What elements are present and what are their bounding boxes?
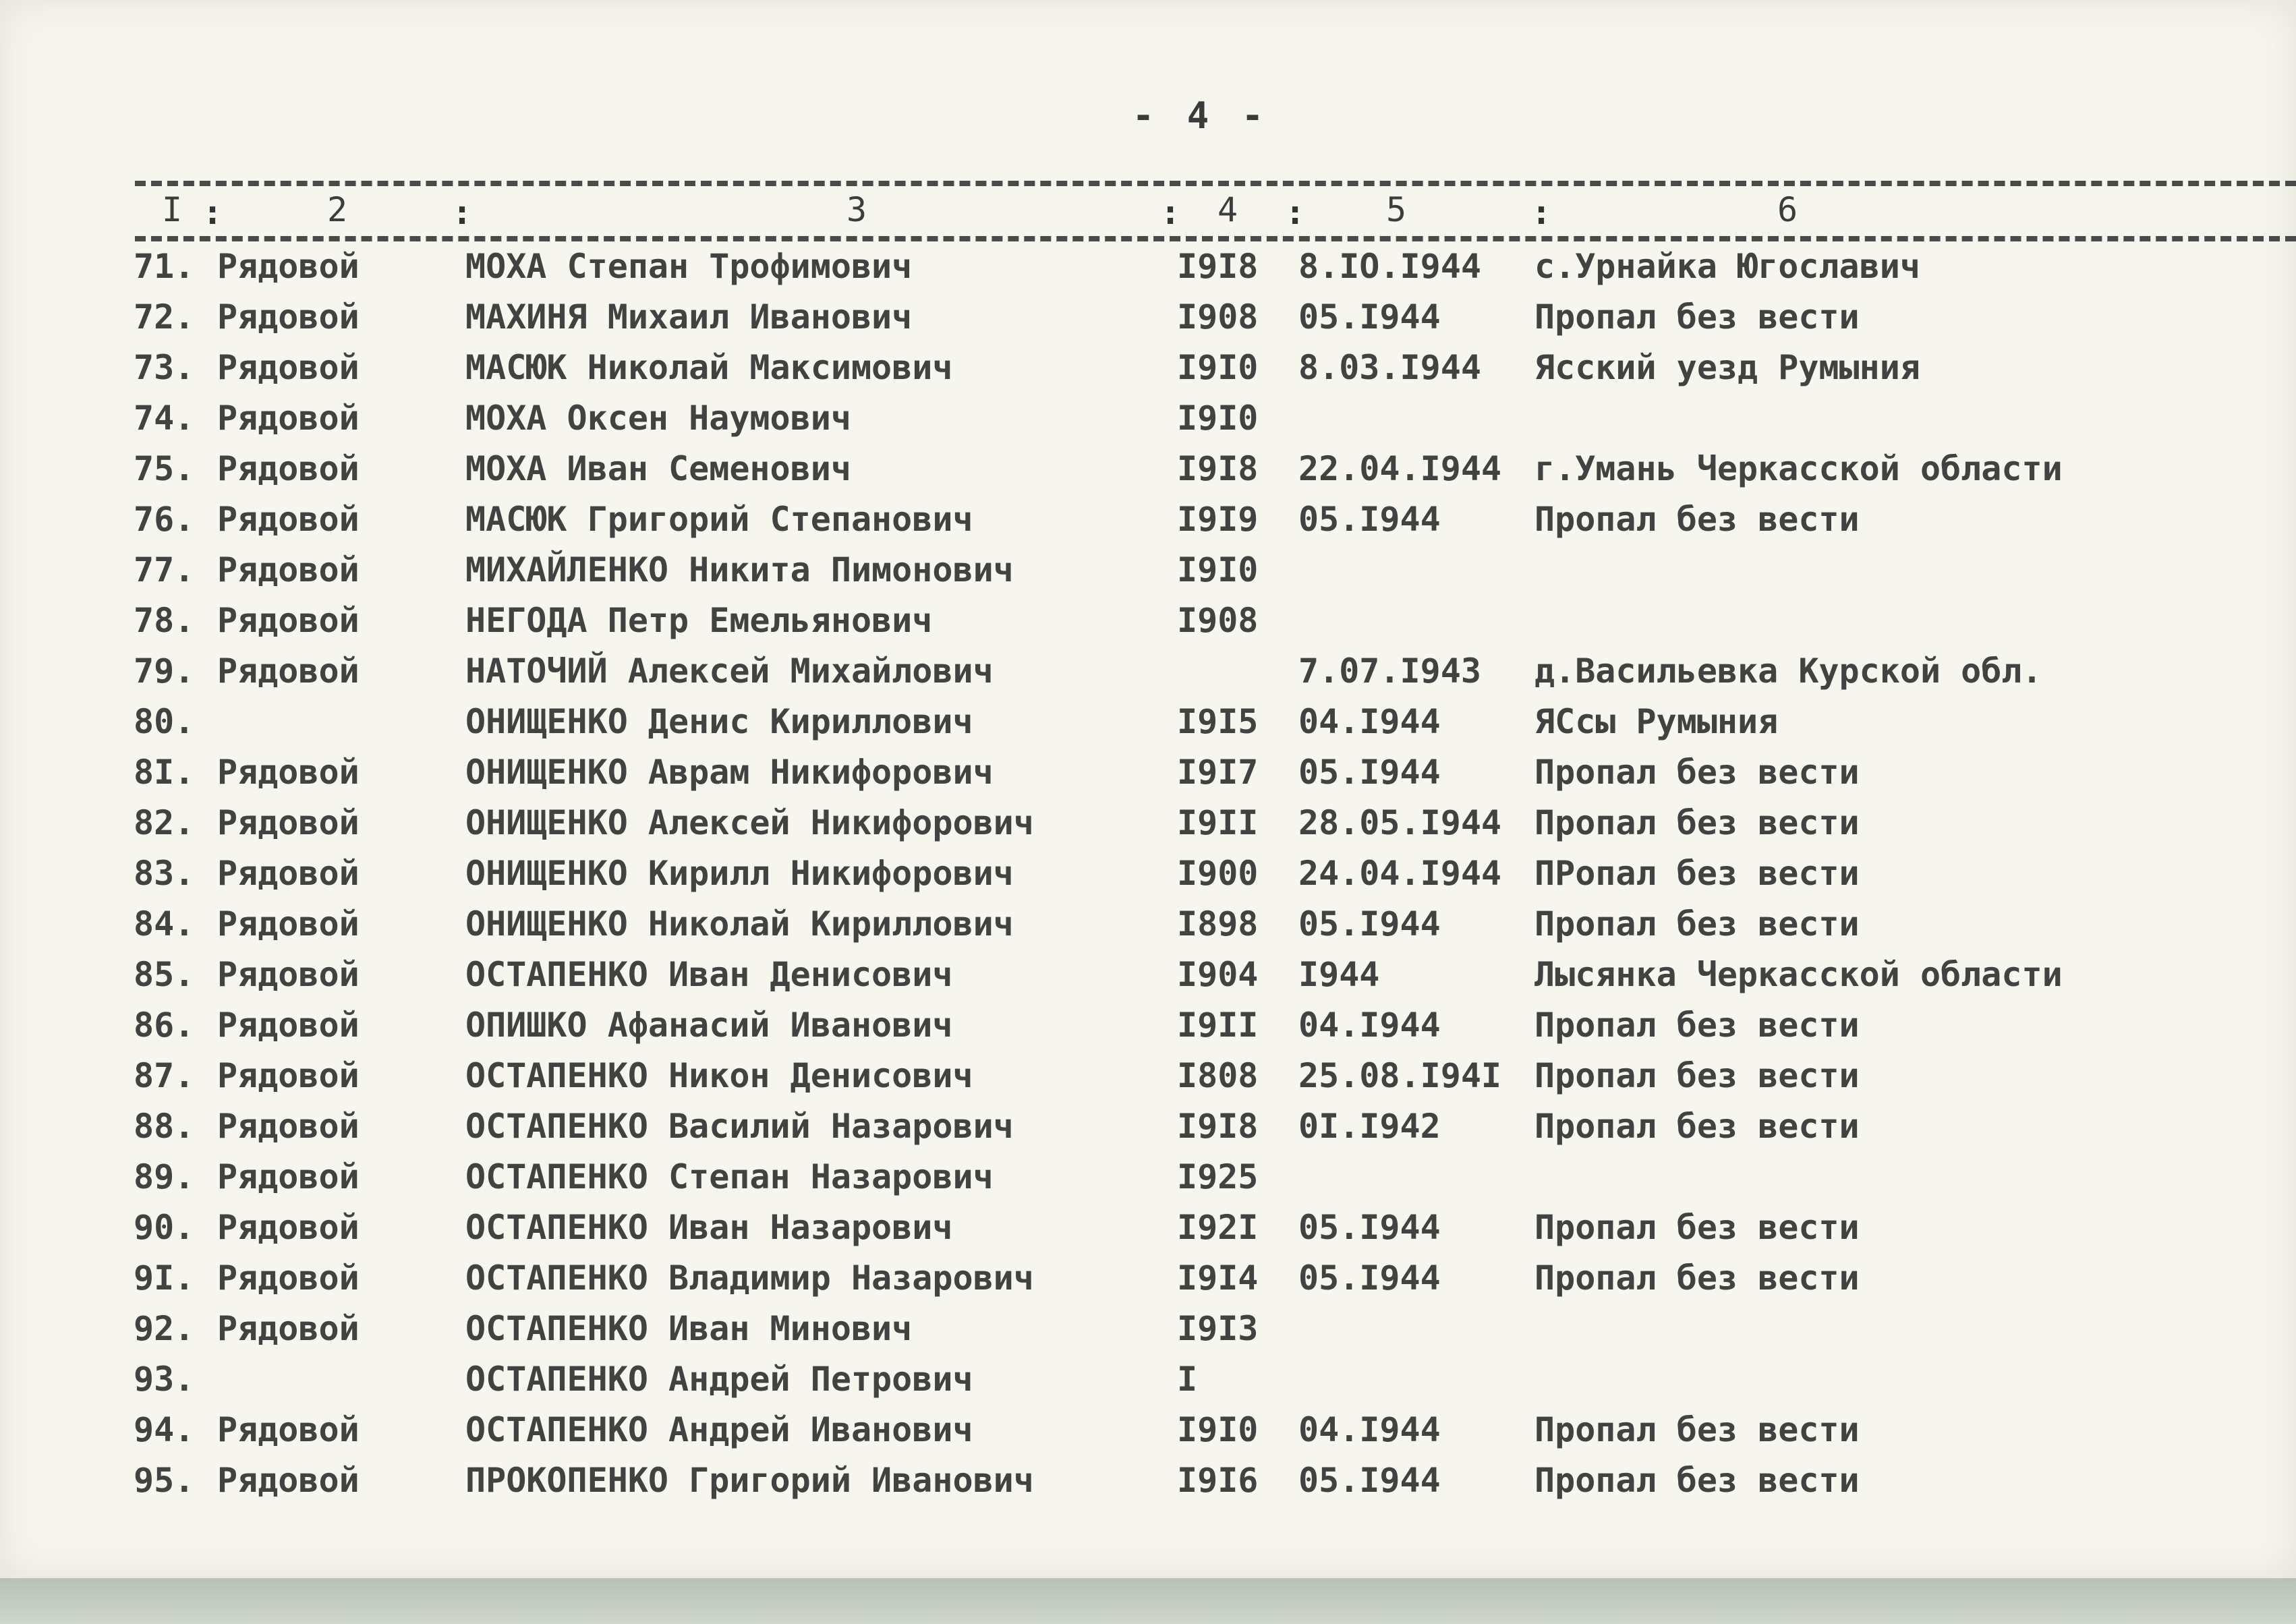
row-date: 05.I944	[1298, 1258, 1441, 1298]
row-rank: Рядовой	[217, 500, 360, 539]
column-separator: :	[452, 193, 473, 232]
row-birth-year: I9I7	[1177, 753, 1259, 792]
row-birth-year: I9I5	[1177, 702, 1259, 741]
row-name: ОСТАПЕНКО Иван Назарович	[465, 1208, 953, 1247]
table-row	[0, 798, 2296, 848]
row-place: Пропал без вести	[1534, 500, 1860, 539]
row-birth-year: I9I4	[1177, 1258, 1259, 1298]
row-birth-year: I9I0	[1177, 1410, 1259, 1449]
row-number: 88.	[134, 1107, 195, 1146]
row-birth-year: I808	[1177, 1056, 1259, 1095]
table-row	[0, 950, 2296, 999]
row-birth-year: I9I3	[1177, 1309, 1259, 1348]
row-name: ОПИШКО Афанасий Иванович	[465, 1006, 953, 1045]
row-number: 84.	[134, 904, 195, 944]
row-number: 79.	[134, 651, 195, 691]
row-date: 05.I944	[1298, 753, 1441, 792]
table-row	[0, 646, 2296, 696]
row-number: 73.	[134, 348, 195, 387]
row-birth-year: I92I	[1177, 1208, 1259, 1247]
table-row	[0, 596, 2296, 645]
row-date: 22.04.I944	[1298, 449, 1502, 488]
row-birth-year: I9II	[1177, 803, 1259, 842]
row-birth-year: I9I8	[1177, 449, 1259, 488]
row-rank: Рядовой	[217, 651, 360, 691]
row-number: 8I.	[134, 753, 195, 792]
row-place: Пропал без вести	[1534, 904, 1860, 944]
table-row	[0, 241, 2296, 291]
row-name: ОНИЩЕНКО Аврам Никифорович	[465, 753, 994, 792]
row-number: 93.	[134, 1360, 195, 1399]
row-rank: Рядовой	[217, 550, 360, 589]
table-row	[0, 1000, 2296, 1050]
row-place: Пропал без вести	[1534, 1258, 1860, 1298]
row-number: 90.	[134, 1208, 195, 1247]
row-rank: Рядовой	[217, 1309, 360, 1348]
table-row	[0, 1202, 2296, 1252]
row-rank: Рядовой	[217, 1107, 360, 1146]
row-birth-year: I900	[1177, 854, 1259, 893]
row-rank: Рядовой	[217, 297, 360, 337]
row-date: 8.03.I944	[1298, 348, 1481, 387]
header-rule-top	[135, 181, 2296, 186]
row-name: НАТОЧИЙ Алексей Михайлович	[465, 651, 994, 691]
row-birth-year: I9I0	[1177, 550, 1259, 589]
row-birth-year: I9I0	[1177, 348, 1259, 387]
row-date: 05.I944	[1298, 1461, 1441, 1500]
row-rank: Рядовой	[217, 1410, 360, 1449]
row-place: ЯСсы Румыния	[1534, 702, 1779, 741]
row-date: 05.I944	[1298, 904, 1441, 944]
row-name: ОСТАПЕНКО Андрей Петрович	[465, 1360, 973, 1399]
row-number: 87.	[134, 1056, 195, 1095]
table-row	[0, 1101, 2296, 1151]
row-date: 05.I944	[1298, 1208, 1441, 1247]
table-row	[0, 848, 2296, 898]
row-rank: Рядовой	[217, 1056, 360, 1095]
row-number: 92.	[134, 1309, 195, 1348]
table-row	[0, 494, 2296, 544]
row-name: ПРОКОПЕНКО Григорий Иванович	[465, 1461, 1034, 1500]
row-date: 28.05.I944	[1298, 803, 1502, 842]
row-place: Пропал без вести	[1534, 1006, 1860, 1045]
row-birth-year: I9I8	[1177, 247, 1259, 286]
row-date: 05.I944	[1298, 500, 1441, 539]
column-header-1: I	[161, 190, 183, 229]
table-row	[0, 1051, 2296, 1101]
row-rank: Рядовой	[217, 348, 360, 387]
row-number: 74.	[134, 399, 195, 438]
row-place: Пропал без вести	[1534, 1461, 1860, 1500]
row-name: ОСТАПЕНКО Андрей Иванович	[465, 1410, 973, 1449]
row-place: г.Умань Черкасской области	[1534, 449, 2063, 488]
row-name: ОСТАПЕНКО Владимир Назарович	[465, 1258, 1034, 1298]
row-place: ПРопал без вести	[1534, 854, 1860, 893]
column-separator: :	[1285, 193, 1306, 232]
row-birth-year: I898	[1177, 904, 1259, 944]
row-number: 95.	[134, 1461, 195, 1500]
table-row	[0, 747, 2296, 797]
row-name: ОСТАПЕНКО Иван Минович	[465, 1309, 913, 1348]
row-number: 71.	[134, 247, 195, 286]
table-row	[0, 393, 2296, 443]
row-rank: Рядовой	[217, 247, 360, 286]
column-header-3: 3	[846, 190, 867, 229]
row-place: Пропал без вести	[1534, 1208, 1860, 1247]
row-birth-year: I925	[1177, 1157, 1259, 1196]
column-separator: :	[202, 193, 223, 232]
row-birth-year: I908	[1177, 297, 1259, 337]
table-row	[0, 545, 2296, 595]
row-rank: Рядовой	[217, 904, 360, 944]
row-date: 04.I944	[1298, 1006, 1441, 1045]
table-row	[0, 1354, 2296, 1404]
row-name: МАСЮК Григорий Степанович	[465, 500, 973, 539]
row-number: 80.	[134, 702, 195, 741]
row-name: МОХА Иван Семенович	[465, 449, 851, 488]
row-name: МОХА Степан Трофимович	[465, 247, 913, 286]
row-number: 77.	[134, 550, 195, 589]
table-row	[0, 1304, 2296, 1354]
row-number: 85.	[134, 955, 195, 994]
column-separator: :	[1160, 193, 1181, 232]
row-name: МОХА Оксен Наумович	[465, 399, 851, 438]
row-rank: Рядовой	[217, 449, 360, 488]
row-rank: Рядовой	[217, 854, 360, 893]
row-birth-year: I9I8	[1177, 1107, 1259, 1146]
table-row	[0, 444, 2296, 494]
row-place: Пропал без вести	[1534, 753, 1860, 792]
row-number: 72.	[134, 297, 195, 337]
row-name: МАСЮК Николай Максимович	[465, 348, 953, 387]
column-header-4: 4	[1217, 190, 1238, 229]
column-header-5: 5	[1385, 190, 1407, 229]
row-number: 82.	[134, 803, 195, 842]
table-row	[0, 1405, 2296, 1455]
row-date: 04.I944	[1298, 702, 1441, 741]
table-row	[0, 292, 2296, 342]
row-name: ОНИЩЕНКО Алексей Никифорович	[465, 803, 1034, 842]
row-name: НЕГОДА Петр Емельянович	[465, 601, 933, 640]
row-name: ОНИЩЕНКО Николай Кириллович	[465, 904, 1014, 944]
row-name: ОНИЩЕНКО Денис Кириллович	[465, 702, 973, 741]
row-place: Ясский уезд Румыния	[1534, 348, 1920, 387]
row-rank: Рядовой	[217, 1208, 360, 1247]
row-place: Пропал без вести	[1534, 803, 1860, 842]
row-rank: Рядовой	[217, 399, 360, 438]
column-header-6: 6	[1777, 190, 1798, 229]
row-rank: Рядовой	[217, 803, 360, 842]
row-place: Пропал без вести	[1534, 1107, 1860, 1146]
row-birth-year: I904	[1177, 955, 1259, 994]
scan-background	[0, 1578, 2296, 1624]
row-number: 83.	[134, 854, 195, 893]
row-rank: Рядовой	[217, 1258, 360, 1298]
row-birth-year: I	[1177, 1360, 1198, 1399]
row-number: 76.	[134, 500, 195, 539]
row-place: д.Васильевка Курской обл.	[1534, 651, 2042, 691]
row-rank: Рядовой	[217, 601, 360, 640]
row-date: 25.08.I94I	[1298, 1056, 1502, 1095]
row-birth-year: I908	[1177, 601, 1259, 640]
row-rank: Рядовой	[217, 955, 360, 994]
row-date: 8.IO.I944	[1298, 247, 1481, 286]
table-row	[0, 1455, 2296, 1505]
row-rank: Рядовой	[217, 1006, 360, 1045]
row-number: 86.	[134, 1006, 195, 1045]
row-name: МИХАЙЛЕНКО Никита Пимонович	[465, 550, 1014, 589]
table-row	[0, 343, 2296, 393]
row-place: Лысянка Черкасской области	[1534, 955, 2063, 994]
row-number: 94.	[134, 1410, 195, 1449]
table-row	[0, 1253, 2296, 1303]
row-name: ОСТАПЕНКО Степан Назарович	[465, 1157, 994, 1196]
row-date: 0I.I942	[1298, 1107, 1441, 1146]
row-birth-year: I9I9	[1177, 500, 1259, 539]
row-date: 7.07.I943	[1298, 651, 1481, 691]
row-number: 89.	[134, 1157, 195, 1196]
table-row	[0, 1152, 2296, 1202]
row-birth-year: I9I0	[1177, 399, 1259, 438]
row-place: с.Урнайка Югославич	[1534, 247, 1920, 286]
row-rank: Рядовой	[217, 753, 360, 792]
row-rank: Рядовой	[217, 1157, 360, 1196]
row-rank: Рядовой	[217, 1461, 360, 1500]
row-date: 24.04.I944	[1298, 854, 1502, 893]
row-date: 04.I944	[1298, 1410, 1441, 1449]
row-name: ОСТАПЕНКО Никон Денисович	[465, 1056, 973, 1095]
header-rule-bottom	[135, 236, 2296, 241]
row-name: МАХИНЯ Михаил Иванович	[465, 297, 913, 337]
row-place: Пропал без вести	[1534, 1410, 1860, 1449]
row-name: ОСТАПЕНКО Иван Денисович	[465, 955, 953, 994]
column-header-2: 2	[326, 190, 348, 229]
row-place: Пропал без вести	[1534, 1056, 1860, 1095]
table-row	[0, 697, 2296, 747]
row-name: ОНИЩЕНКО Кирилл Никифорович	[465, 854, 1014, 893]
column-separator: :	[1531, 193, 1552, 232]
row-date: I944	[1298, 955, 1380, 994]
row-birth-year: I9I6	[1177, 1461, 1259, 1500]
row-birth-year: I9II	[1177, 1006, 1259, 1045]
table-row	[0, 899, 2296, 949]
row-date: 05.I944	[1298, 297, 1441, 337]
row-number: 9I.	[134, 1258, 195, 1298]
page-number: - 4 -	[1132, 94, 1269, 137]
row-place: Пропал без вести	[1534, 297, 1860, 337]
row-number: 78.	[134, 601, 195, 640]
row-name: ОСТАПЕНКО Василий Назарович	[465, 1107, 1014, 1146]
row-number: 75.	[134, 449, 195, 488]
